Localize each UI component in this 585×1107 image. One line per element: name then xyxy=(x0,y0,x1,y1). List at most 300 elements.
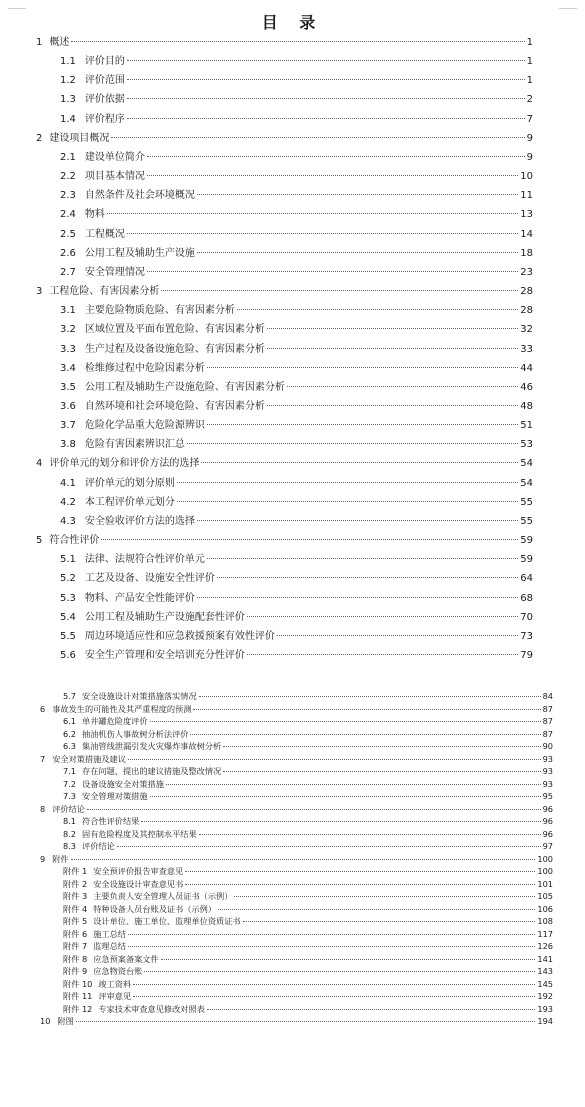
toc-entry-label: 事故发生的可能性及其严重程度的预测 xyxy=(52,703,192,714)
toc-entry-page-number: 51 xyxy=(520,420,533,432)
toc-entry-number: 4.2 xyxy=(60,496,76,508)
toc-entry-label: 评价结论 xyxy=(82,841,115,851)
toc-entry-page-number: 101 xyxy=(537,878,553,889)
toc-section-entry[interactable] xyxy=(0,205,585,224)
toc-entry-page-number: 44 xyxy=(520,362,533,374)
toc-entry-page-number: 87 xyxy=(542,703,553,714)
toc-section-entry[interactable] xyxy=(0,990,585,1003)
toc-section-entry[interactable] xyxy=(0,416,585,435)
toc-title: 目 录 xyxy=(261,13,324,32)
toc-entry-number: 附件 6 xyxy=(63,928,88,939)
toc-entry-label: 特种设备人员台账及证书（示例） xyxy=(93,903,217,914)
toc-entry-page-number: 96 xyxy=(542,816,553,826)
toc-section-entry[interactable] xyxy=(0,965,585,978)
toc-entry-page-number: 64 xyxy=(520,573,533,585)
toc-section-entry[interactable] xyxy=(0,953,585,966)
dot-leader xyxy=(207,367,518,368)
toc-entry-label: 监理总结 xyxy=(93,941,126,951)
toc-entry-label: 施工总结 xyxy=(93,928,126,939)
toc-entry-page-number: 95 xyxy=(542,791,553,801)
toc-entry-label: 评价范围 xyxy=(84,75,125,87)
toc-section-entry[interactable] xyxy=(0,840,585,853)
toc-chapter-entry[interactable] xyxy=(0,1015,585,1028)
page-corner-mark-left xyxy=(8,8,26,9)
toc-entry-label: 安全设施设计对策措施落实情况 xyxy=(82,691,197,701)
toc-entry-number: 6.2 xyxy=(63,728,77,739)
toc-section-entry[interactable] xyxy=(0,878,585,891)
toc-entry-number: 附件 10 xyxy=(63,978,93,989)
dot-leader xyxy=(107,213,518,214)
toc-entry-label: 本工程评价单元划分 xyxy=(84,496,175,508)
toc-section-entry[interactable] xyxy=(0,512,585,531)
dot-leader xyxy=(197,252,518,253)
toc-entry-label: 安全生产管理和安全培训充分性评价 xyxy=(84,650,245,661)
toc-entry-label: 评审意见 xyxy=(98,991,132,1001)
toc-entry-number: 2.7 xyxy=(60,266,76,278)
toc-chapter-entry[interactable] xyxy=(0,531,585,550)
dot-leader xyxy=(144,971,535,972)
toc-chapter-entry[interactable] xyxy=(0,33,585,52)
toc-section-entry[interactable] xyxy=(0,978,585,991)
toc-entry-page-number: 96 xyxy=(542,828,553,839)
toc-entry-label: 应急物资台账 xyxy=(93,966,143,976)
toc-entry-page-number: 73 xyxy=(520,630,533,642)
toc-section-entry[interactable] xyxy=(0,608,585,627)
toc-entry-number: 3.4 xyxy=(60,362,76,374)
toc-entry-number: 附件 5 xyxy=(63,916,88,926)
toc-entry-number: 附件 12 xyxy=(63,1003,93,1014)
toc-entry-label: 固有危险程度及其控制水平结果 xyxy=(82,828,197,839)
toc-entry-page-number: 97 xyxy=(542,841,553,851)
toc-entry-page-number: 145 xyxy=(537,978,553,989)
dot-leader xyxy=(128,946,535,947)
toc-entry-page-number: 33 xyxy=(520,343,533,355)
toc-section-entry[interactable] xyxy=(0,627,585,646)
toc-section-entry[interactable] xyxy=(0,865,585,878)
toc-entry-page-number: 54 xyxy=(520,458,533,470)
toc-section-entry[interactable] xyxy=(0,740,585,753)
dot-leader xyxy=(223,771,540,772)
dot-leader xyxy=(128,759,541,760)
toc-entry-number: 3.3 xyxy=(60,343,76,355)
dot-leader xyxy=(207,558,518,559)
toc-entry-label: 专家技术审查意见修改对照表 xyxy=(98,1003,205,1014)
toc-entry-page-number: 79 xyxy=(520,650,533,661)
toc-entry-label: 符合性评价结果 xyxy=(82,816,140,826)
toc-chapter-entry[interactable] xyxy=(0,129,585,148)
toc-entry-number: 5.2 xyxy=(60,573,76,585)
toc-entry-page-number: 192 xyxy=(537,991,553,1001)
toc-entry-number: 附件 11 xyxy=(63,991,93,1001)
dot-leader xyxy=(267,405,518,406)
toc-section-upper xyxy=(0,33,585,665)
toc-entry-label: 主要负责人安全管理人员证书（示例） xyxy=(93,891,233,901)
toc-entry-label: 周边环境适应性和应急救援预案有效性评价 xyxy=(84,630,275,642)
toc-section-entry[interactable] xyxy=(0,903,585,916)
toc-section-entry[interactable] xyxy=(0,301,585,320)
toc-section-entry[interactable] xyxy=(0,225,585,244)
dot-leader xyxy=(207,424,518,425)
dot-leader xyxy=(223,746,540,747)
toc-section-entry[interactable] xyxy=(0,828,585,841)
toc-entry-label: 安全设施设计审查意见书 xyxy=(93,878,184,889)
toc-entry-number: 附件 4 xyxy=(63,903,88,914)
toc-entry-page-number: 93 xyxy=(542,766,553,776)
toc-entry-page-number: 23 xyxy=(520,266,533,278)
toc-entry-label: 单井罐危险度评价 xyxy=(82,716,148,726)
toc-entry-page-number: 117 xyxy=(537,928,553,939)
toc-section-entry[interactable] xyxy=(0,550,585,569)
toc-entry-number: 附件 1 xyxy=(63,866,88,876)
toc-entry-number: 6.3 xyxy=(63,741,77,751)
dot-leader xyxy=(267,328,518,329)
toc-entry-label: 安全对策措施及建议 xyxy=(52,753,126,764)
toc-entry-number: 7.2 xyxy=(63,778,77,789)
toc-entry-number: 2.2 xyxy=(60,171,76,183)
toc-entry-page-number: 1 xyxy=(526,75,533,87)
toc-entry-page-number: 13 xyxy=(520,209,533,221)
dot-leader xyxy=(187,443,518,444)
toc-entry-label: 设计单位、施工单位、监理单位资质证书 xyxy=(93,916,241,926)
toc-entry-label: 项目基本情况 xyxy=(84,171,145,183)
toc-section-entry[interactable] xyxy=(0,728,585,741)
toc-entry-number: 附件 9 xyxy=(63,966,88,976)
dot-leader xyxy=(237,309,518,310)
toc-entry-label: 物料、产品安全性能评价 xyxy=(84,592,195,604)
toc-section-entry[interactable] xyxy=(0,186,585,205)
toc-entry-page-number: 126 xyxy=(537,941,553,951)
toc-entry-number: 7.3 xyxy=(63,791,77,801)
toc-section-entry[interactable] xyxy=(0,320,585,339)
dot-leader xyxy=(193,709,540,710)
toc-entry-number: 附件 8 xyxy=(63,953,88,964)
dot-leader xyxy=(199,834,541,835)
toc-entry-page-number: 106 xyxy=(537,903,553,914)
toc-entry-number: 附件 2 xyxy=(63,878,88,889)
toc-entry-page-number: 48 xyxy=(520,400,533,412)
toc-entry-label: 生产过程及设备设施危险、有害因素分析 xyxy=(84,343,265,355)
toc-entry-number: 2.5 xyxy=(60,228,76,240)
toc-entry-number: 5.4 xyxy=(60,611,76,623)
toc-section-entry[interactable] xyxy=(0,397,585,416)
dot-leader xyxy=(247,654,518,655)
dot-leader xyxy=(177,482,518,483)
toc-section-entry[interactable] xyxy=(0,359,585,378)
toc-entry-number: 附件 7 xyxy=(63,941,88,951)
toc-entry-number: 6 xyxy=(40,703,46,714)
dot-leader xyxy=(127,233,518,234)
toc-entry-label: 竣工资料 xyxy=(98,978,132,989)
dot-leader xyxy=(111,137,524,138)
toc-section-entry[interactable] xyxy=(0,244,585,263)
toc-entry-label: 公用工程及辅助生产设施 xyxy=(84,247,195,259)
toc-section-entry[interactable] xyxy=(0,52,585,71)
toc-entry-page-number: 193 xyxy=(537,1003,553,1014)
dot-leader xyxy=(185,871,535,872)
toc-section-entry[interactable] xyxy=(0,790,585,803)
toc-entry-label: 危险有害因素辨识汇总 xyxy=(84,439,185,451)
toc-section-entry[interactable] xyxy=(0,778,585,791)
toc-entry-page-number: 54 xyxy=(520,477,533,489)
dot-leader xyxy=(141,821,540,822)
toc-entry-label: 检维修过程中危险因素分析 xyxy=(84,362,205,374)
dot-leader xyxy=(190,734,540,735)
toc-entry-label: 存在问题、提出的建议措施及整改情况 xyxy=(82,766,222,776)
toc-entry-page-number: 55 xyxy=(520,496,533,508)
toc-entry-page-number: 59 xyxy=(520,554,533,566)
dot-leader xyxy=(201,462,518,463)
dot-leader xyxy=(117,846,541,847)
toc-entry-label: 评价单元的划分和评价方法的选择 xyxy=(49,458,200,470)
toc-entry-number: 1.1 xyxy=(60,56,76,68)
toc-entry-page-number: 93 xyxy=(542,778,553,789)
toc-entry-number: 4.1 xyxy=(60,477,76,489)
toc-entry-page-number: 59 xyxy=(520,535,533,547)
dot-leader xyxy=(127,79,525,80)
toc-entry-page-number: 84 xyxy=(542,691,553,701)
dot-leader xyxy=(161,959,536,960)
toc-entry-label: 工程危险、有害因素分析 xyxy=(49,286,160,298)
toc-entry-number: 附件 3 xyxy=(63,891,88,901)
toc-entry-number: 10 xyxy=(40,1016,51,1026)
dot-leader xyxy=(71,859,536,860)
toc-entry-number: 4 xyxy=(36,458,43,470)
toc-entry-label: 建设项目概况 xyxy=(49,132,110,144)
toc-entry-page-number: 68 xyxy=(520,592,533,604)
toc-entry-page-number: 55 xyxy=(520,515,533,527)
toc-entry-page-number: 100 xyxy=(537,866,553,876)
toc-entry-page-number: 70 xyxy=(520,611,533,623)
toc-section-entry[interactable] xyxy=(0,646,585,665)
toc-section-entry[interactable] xyxy=(0,493,585,512)
toc-chapter-entry[interactable] xyxy=(0,803,585,816)
toc-entry-number: 5.1 xyxy=(60,554,76,566)
toc-entry-page-number: 141 xyxy=(537,953,553,964)
toc-entry-page-number: 46 xyxy=(520,381,533,393)
toc-entry-label: 概述 xyxy=(49,37,70,48)
toc-entry-page-number: 28 xyxy=(520,286,533,298)
dot-leader xyxy=(267,348,518,349)
toc-entry-number: 2.4 xyxy=(60,209,76,221)
toc-section-entry[interactable] xyxy=(0,340,585,359)
toc-entry-label: 评价依据 xyxy=(84,94,125,106)
toc-entry-page-number: 194 xyxy=(537,1016,553,1026)
toc-entry-label: 安全管理对策措施 xyxy=(82,791,148,801)
toc-entry-number: 3.6 xyxy=(60,400,76,412)
toc-entry-page-number: 2 xyxy=(526,94,533,106)
toc-entry-number: 2.3 xyxy=(60,190,76,202)
toc-entry-page-number: 10 xyxy=(520,171,533,183)
toc-entry-number: 9 xyxy=(40,853,46,864)
toc-section-entry[interactable] xyxy=(0,435,585,454)
toc-entry-number: 4.3 xyxy=(60,515,76,527)
toc-entry-number: 3.7 xyxy=(60,420,76,432)
toc-entry-label: 安全预评价报告审查意见 xyxy=(93,866,184,876)
dot-leader xyxy=(166,784,541,785)
dot-leader xyxy=(150,721,541,722)
toc-entry-page-number: 14 xyxy=(520,228,533,240)
toc-entry-page-number: 53 xyxy=(520,439,533,451)
toc-entry-label: 附件 xyxy=(52,853,69,864)
toc-entry-label: 物料 xyxy=(84,209,105,221)
toc-entry-label: 评价单元的划分原则 xyxy=(84,477,175,489)
toc-entry-page-number: 1 xyxy=(526,56,533,68)
toc-entry-label: 集油管线泄漏引发火灾爆炸事故树分析 xyxy=(82,741,222,751)
toc-section-entry[interactable] xyxy=(0,1003,585,1016)
dot-leader xyxy=(147,156,525,157)
toc-entry-number: 5 xyxy=(36,535,43,547)
toc-entry-label: 设备设施安全对策措施 xyxy=(82,778,164,789)
dot-leader xyxy=(127,118,525,119)
toc-chapter-entry[interactable] xyxy=(0,282,585,301)
toc-entry-label: 评价目的 xyxy=(84,56,125,68)
toc-entry-number: 1 xyxy=(36,37,43,48)
toc-section-entry[interactable] xyxy=(0,569,585,588)
dot-leader xyxy=(127,98,525,99)
dot-leader xyxy=(199,696,541,697)
dot-leader xyxy=(133,996,535,997)
toc-entry-number: 8.2 xyxy=(63,828,77,839)
dot-leader xyxy=(101,539,518,540)
dot-leader xyxy=(217,577,518,578)
toc-section-entry[interactable] xyxy=(0,765,585,778)
toc-entry-page-number: 100 xyxy=(537,853,553,864)
toc-entry-number: 6.1 xyxy=(63,716,77,726)
toc-chapter-entry[interactable] xyxy=(0,454,585,473)
toc-entry-number: 3.5 xyxy=(60,381,76,393)
toc-entry-label: 工艺及设备、设施安全性评价 xyxy=(84,573,215,585)
toc-entry-number: 2 xyxy=(36,132,43,144)
dot-leader xyxy=(71,41,524,42)
dot-leader xyxy=(277,635,518,636)
toc-section-entry[interactable] xyxy=(0,71,585,90)
dot-leader xyxy=(127,60,525,61)
toc-section-entry[interactable] xyxy=(0,589,585,608)
toc-entry-page-number: 32 xyxy=(520,324,533,336)
toc-entry-label: 安全验收评价方法的选择 xyxy=(84,515,195,527)
toc-entry-number: 5.7 xyxy=(63,691,77,701)
toc-entry-number: 1.2 xyxy=(60,75,76,87)
toc-entry-page-number: 9 xyxy=(526,151,533,163)
toc-section-entry[interactable] xyxy=(0,263,585,282)
toc-entry-number: 5.3 xyxy=(60,592,76,604)
toc-chapter-entry[interactable] xyxy=(0,853,585,866)
toc-entry-page-number: 11 xyxy=(520,190,533,202)
toc-entry-label: 法律、法规符合性评价单元 xyxy=(84,554,205,566)
toc-section-entry[interactable] xyxy=(0,110,585,129)
toc-entry-number: 3.8 xyxy=(60,439,76,451)
dot-leader xyxy=(87,809,541,810)
dot-leader xyxy=(185,884,535,885)
toc-entry-page-number: 7 xyxy=(526,113,533,125)
toc-entry-number: 3 xyxy=(36,286,43,298)
toc-section-entry[interactable] xyxy=(0,90,585,109)
toc-section-entry[interactable] xyxy=(0,167,585,186)
toc-entry-label: 主要危险物质危险、有害因素分析 xyxy=(84,305,235,317)
toc-entry-label: 符合性评价 xyxy=(49,535,100,547)
page-corner-mark-right xyxy=(559,8,577,9)
toc-entry-page-number: 28 xyxy=(520,305,533,317)
toc-entry-label: 区域位置及平面布置危险、有害因素分析 xyxy=(84,324,265,336)
toc-entry-label: 自然条件及社会环境概况 xyxy=(84,190,195,202)
toc-entry-number: 8.1 xyxy=(63,816,77,826)
toc-section-entry[interactable] xyxy=(0,928,585,941)
toc-section-entry[interactable] xyxy=(0,940,585,953)
dot-leader xyxy=(247,616,518,617)
dot-leader xyxy=(147,271,518,272)
toc-entry-number: 3.2 xyxy=(60,324,76,336)
toc-entry-page-number: 96 xyxy=(542,803,553,814)
toc-entry-number: 7.1 xyxy=(63,766,77,776)
toc-entry-number: 2.1 xyxy=(60,151,76,163)
toc-entry-page-number: 143 xyxy=(537,966,553,976)
toc-entry-label: 安全管理情况 xyxy=(84,266,145,278)
toc-chapter-entry[interactable] xyxy=(0,753,585,766)
toc-entry-number: 1.3 xyxy=(60,94,76,106)
toc-entry-label: 评价结论 xyxy=(52,803,85,814)
toc-section-entry[interactable] xyxy=(0,148,585,167)
dot-leader xyxy=(161,290,518,291)
toc-section-entry[interactable] xyxy=(0,378,585,397)
toc-entry-number: 8 xyxy=(40,803,46,814)
toc-entry-page-number: 108 xyxy=(537,916,553,926)
dot-leader xyxy=(150,796,541,797)
dot-leader xyxy=(207,1009,536,1010)
toc-section-entry[interactable] xyxy=(0,715,585,728)
toc-section-entry[interactable] xyxy=(0,915,585,928)
dot-leader xyxy=(128,934,535,935)
toc-entry-page-number: 87 xyxy=(542,728,553,739)
toc-entry-page-number: 9 xyxy=(526,132,533,144)
toc-entry-number: 5.6 xyxy=(60,650,76,661)
toc-entry-number: 8.3 xyxy=(63,841,77,851)
toc-entry-number: 2.6 xyxy=(60,247,76,259)
toc-entry-label: 应急预案备案文件 xyxy=(93,953,159,964)
toc-entry-label: 抽油机伤人事故树分析法评价 xyxy=(82,728,189,739)
toc-entry-label: 工程概况 xyxy=(84,228,125,240)
toc-entry-number: 3.1 xyxy=(60,305,76,317)
toc-entry-page-number: 105 xyxy=(537,891,553,901)
dot-leader xyxy=(243,921,536,922)
toc-section-entry[interactable] xyxy=(0,690,585,703)
toc-entry-label: 建设单位简介 xyxy=(84,151,145,163)
dot-leader xyxy=(234,896,535,897)
dot-leader xyxy=(197,520,518,521)
toc-entry-number: 1.4 xyxy=(60,113,76,125)
dot-leader xyxy=(218,909,535,910)
toc-entry-page-number: 18 xyxy=(520,247,533,259)
toc-entry-label: 公用工程及辅助生产设施危险、有害因素分析 xyxy=(84,381,285,393)
dot-leader xyxy=(197,194,518,195)
dot-leader xyxy=(133,984,535,985)
toc-entry-label: 评价程序 xyxy=(84,113,125,125)
toc-entry-label: 危险化学品重大危险源辨识 xyxy=(84,420,205,432)
toc-entry-number: 7 xyxy=(40,753,46,764)
dot-leader xyxy=(76,1021,536,1022)
dot-leader xyxy=(147,175,518,176)
toc-section-entry[interactable] xyxy=(0,474,585,493)
toc-entry-label: 自然环境和社会环境危险、有害因素分析 xyxy=(84,400,265,412)
toc-section-entry[interactable] xyxy=(0,890,585,903)
toc-entry-page-number: 90 xyxy=(542,741,553,751)
toc-section-entry[interactable] xyxy=(0,815,585,828)
dot-leader xyxy=(177,501,518,502)
toc-entry-label: 附图 xyxy=(57,1016,74,1026)
toc-chapter-entry[interactable] xyxy=(0,703,585,716)
toc-entry-page-number: 1 xyxy=(526,37,533,48)
toc-entry-page-number: 87 xyxy=(542,716,553,726)
toc-entry-number: 5.5 xyxy=(60,630,76,642)
